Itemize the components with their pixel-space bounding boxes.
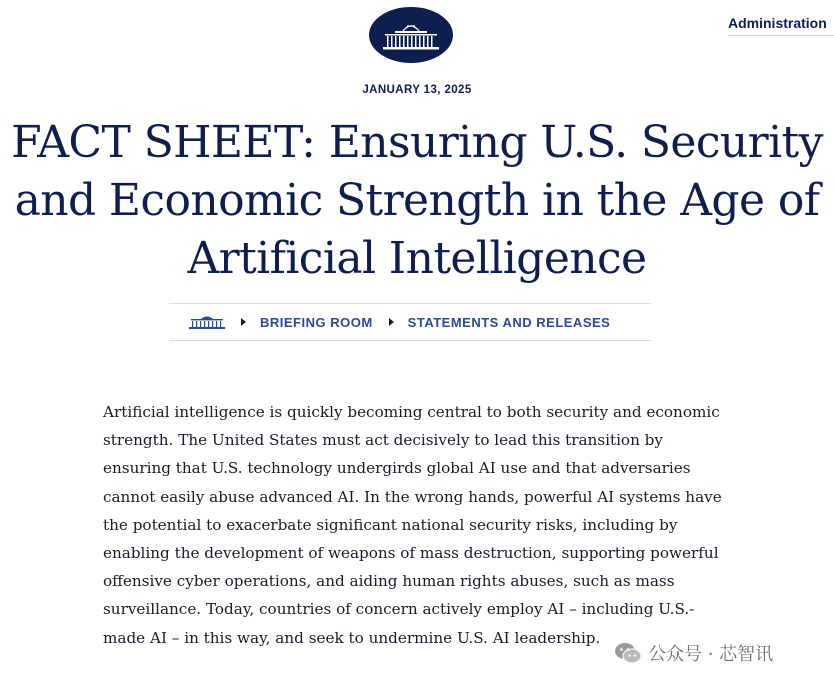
breadcrumb-briefing-room[interactable]: BRIEFING ROOM (260, 314, 373, 330)
white-house-icon (189, 315, 225, 329)
wechat-icon (614, 641, 642, 665)
watermark-text: 公众号 · 芯智讯 (648, 644, 774, 665)
administration-link[interactable]: Administration (728, 15, 834, 36)
breadcrumb-separator-icon (389, 318, 394, 326)
breadcrumb-statements-and-releases[interactable]: STATEMENTS AND RELEASES (407, 314, 611, 330)
breadcrumb-home-link[interactable] (189, 315, 225, 329)
breadcrumb (169, 303, 651, 341)
white-house-seal-icon (381, 17, 441, 53)
article-body: Artificial intelligence is quickly becoming central to both security and economic strength. The United States must act decisively to lead this transition by ensuring that U.S. technology undergirds global AI use and that adversaries cannot easily abuse advanced AI. In the wrong hands, powerful AI systems have the potential to exacerbate significant national security risks, including by enabling the development of weapons of mass destruction, supporting powerful offensive cyber operations, and aiding human rights abuses, such as mass surveillance. Today, countries of concern actively employ AI – including U.S.-made AI – in this way, and seek to undermine U.S. AI leadership. (103, 403, 722, 647)
watermark (614, 640, 773, 666)
breadcrumb-separator-icon (241, 318, 246, 326)
page-title: FACT SHEET: Ensuring U.S. Security and Economic Strength in the Age of Artificial Intelligence (11, 117, 823, 284)
white-house-logo[interactable] (369, 7, 453, 63)
article-date: JANUARY 13, 2025 (362, 84, 472, 96)
